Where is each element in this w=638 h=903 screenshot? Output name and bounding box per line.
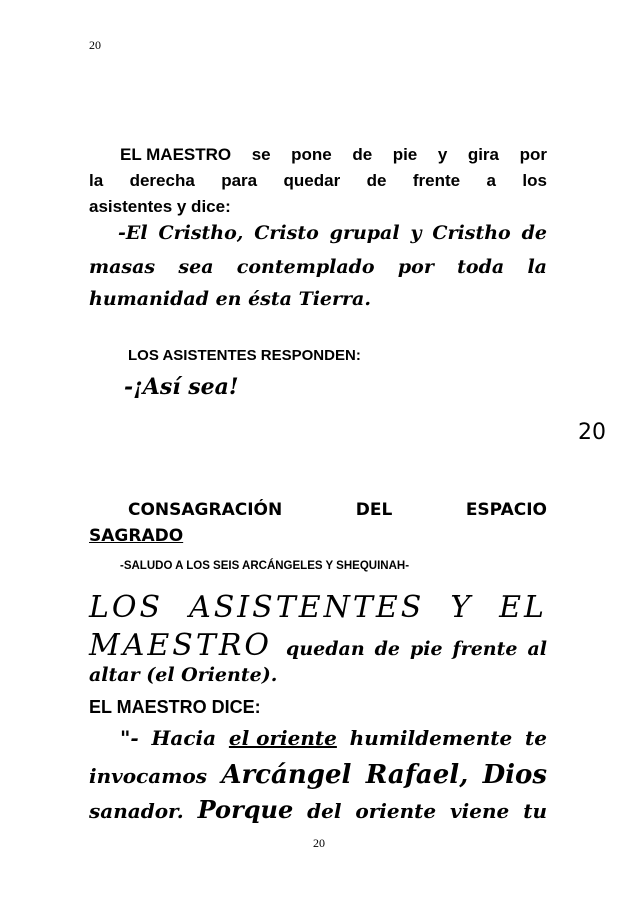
text-word: los: [522, 171, 547, 190]
text-word: viene: [450, 799, 510, 823]
text-word: por: [397, 256, 434, 278]
text-word: al: [527, 638, 547, 660]
text-word: pie: [409, 638, 443, 660]
text-word: gira: [467, 145, 500, 164]
text-word: EL: [499, 590, 547, 625]
text-word: Arcángel: [221, 760, 352, 790]
text-word: Cristho,: [158, 222, 244, 244]
text-word: sanador.: [89, 799, 184, 823]
text-word: para: [221, 171, 258, 190]
para2-line3: altar (el Oriente).: [89, 664, 278, 686]
text-word: quedar: [283, 171, 341, 190]
text-word: de: [352, 145, 373, 164]
text-word: a: [486, 171, 496, 190]
response-header: LOS ASISTENTES RESPONDEN:: [128, 347, 361, 364]
text-word: derecha: [129, 171, 195, 190]
text-word: por: [519, 145, 547, 164]
prayer1-line1: [118, 222, 547, 244]
text-word: frente: [412, 171, 461, 190]
master-says: EL MAESTRO DICE:: [89, 697, 261, 717]
section-heading-line1: [128, 500, 547, 520]
text-word: te: [525, 726, 547, 750]
text-word: Dios: [482, 760, 547, 790]
margin-page-number: 20: [578, 420, 606, 445]
text-word: tu: [523, 799, 547, 823]
text-maestro: MAESTRO: [89, 628, 273, 663]
prayer2-line2: [89, 760, 547, 790]
text-word: ASISTENTES: [189, 590, 425, 625]
section-word: ESPACIO: [465, 500, 547, 520]
text-word: de: [374, 638, 400, 660]
text-word: del: [307, 799, 342, 823]
section-subtitle: -SALUDO A LOS SEIS ARCÁNGELES Y SHEQUINAH-: [120, 560, 410, 572]
text-word: quedan: [286, 638, 365, 660]
text-word: invocamos: [89, 764, 207, 788]
prayer2-line1: [120, 726, 547, 750]
text-word: pie: [392, 145, 418, 164]
text-word: de: [521, 222, 547, 244]
response-text: -¡Así sea!: [124, 374, 239, 400]
text-word: grupal: [329, 222, 400, 244]
text-el-oriente: el oriente: [228, 726, 337, 750]
text-word: masas: [89, 256, 156, 278]
section-word: DEL: [355, 500, 393, 520]
text-el-maestro: EL MAESTRO: [120, 145, 232, 164]
page-number-bottom: 20: [313, 836, 325, 850]
prayer2-line3: [89, 795, 547, 824]
text-word: "-: [120, 726, 139, 750]
prayer1-line2: [89, 256, 547, 278]
para2-line2: [89, 628, 547, 663]
text-word: y: [410, 222, 422, 244]
text-word: la: [89, 171, 104, 190]
text-word: humildemente: [349, 726, 513, 750]
page-number-top: 20: [89, 38, 101, 52]
para2-line2-rest: [286, 638, 547, 660]
text-word: Cristo: [254, 222, 319, 244]
para1-line3: asistentes y dice:: [89, 197, 231, 216]
text-word: contemplado: [236, 256, 375, 278]
text-word: toda: [457, 256, 505, 278]
text-word: -El: [118, 222, 148, 244]
para1-line1: [120, 145, 547, 165]
text-word: la: [527, 256, 547, 278]
section-heading-line2: SAGRADO: [89, 526, 184, 546]
text-word: oriente: [355, 799, 437, 823]
text-word: y: [437, 145, 448, 164]
text-word: de: [366, 171, 387, 190]
section-word: CONSAGRACIÓN: [128, 500, 283, 520]
text-word: frente: [452, 638, 518, 660]
text-word: Hacia: [151, 726, 217, 750]
text-word: sea: [178, 256, 214, 278]
text-word: Rafael,: [365, 760, 469, 790]
prayer1-line3: humanidad en ésta Tierra.: [89, 288, 371, 310]
text-word: Y: [450, 590, 474, 625]
text-word: Porque: [197, 795, 294, 824]
para1-line2: [89, 171, 547, 191]
para2-line1: [89, 590, 547, 625]
text-word: pone: [291, 145, 332, 164]
text-word: LOS: [89, 590, 164, 625]
text-word: Cristho: [432, 222, 511, 244]
text-word: se: [251, 145, 271, 164]
